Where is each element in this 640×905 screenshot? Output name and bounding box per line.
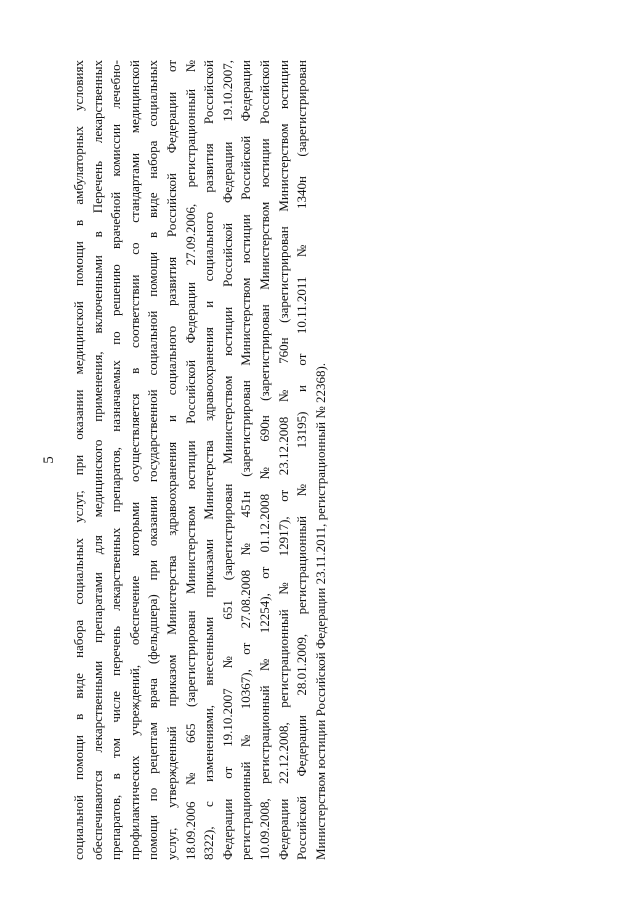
rotated-content <box>40 60 350 860</box>
paragraph-line: 18.09.2006 № 665 (зарегистрирован Министерством юстиции Российской Федерации 27.09.2006, регистрационный № <box>182 60 198 860</box>
page-number: 5 <box>41 456 57 464</box>
paragraph-line: 10.09.2008, регистрационный № 12254), от 01.12.2008 № 690н (зарегистрирован Министерством юстиции Российской <box>256 60 272 860</box>
paragraph-line: социальной помощи в виде набора социальных услуг, при оказании медицинской помощи в амбулаторных условиях <box>71 60 86 860</box>
paragraph-line: помощи по рецептам врача (фельдшера) при оказании государственной социальной помощи в виде набора социальных <box>145 60 161 860</box>
paragraph-line: профилактических учреждений, обеспечение которыми осуществляется в соответствии со стандартами медицинской <box>126 60 142 860</box>
paragraph-line: 8322), с изменениями, внесенными приказами Министерства здравоохранения и социального развития Российской <box>201 60 217 860</box>
paragraph-line: Министерством юстиции Российской Федерации 23.11.2011, регистрационный № 22368). <box>312 362 328 860</box>
paragraph-line: услуг, утвержденный приказом Министерства здравоохранения и социального развития Российской Федерации от <box>163 60 179 860</box>
paragraph-line: регистрационный № 10367), от 27.08.2008 № 451н (зарегистрирован Министерством юстиции Российской Федерации <box>238 60 254 860</box>
paragraph-line: Российской Федерации 28.01.2009, регистрационный № 13195) и от 10.11.2011 № 1340н (зарегистрирован <box>294 60 310 860</box>
paragraph-line: Федерации от 19.10.2007 № 651 (зарегистрирован Министерством юстиции Российской Федерации 19.10.2007, <box>219 60 235 860</box>
body-paragraph <box>70 60 330 860</box>
paragraph-line: препаратов, в том числе перечень лекарственных препаратов, назначаемых по решению врачебной комиссии лечебно- <box>108 60 124 860</box>
paragraph-line: Федерации 22.12.2008, регистрационный № 12917), от 23.12.2008 № 760н (зарегистрирован Министерством юстиции <box>275 60 291 860</box>
paragraph-line: обеспечиваются лекарственными препаратами для медицинского применения, включенными в Перечень лекарственных <box>89 60 105 860</box>
